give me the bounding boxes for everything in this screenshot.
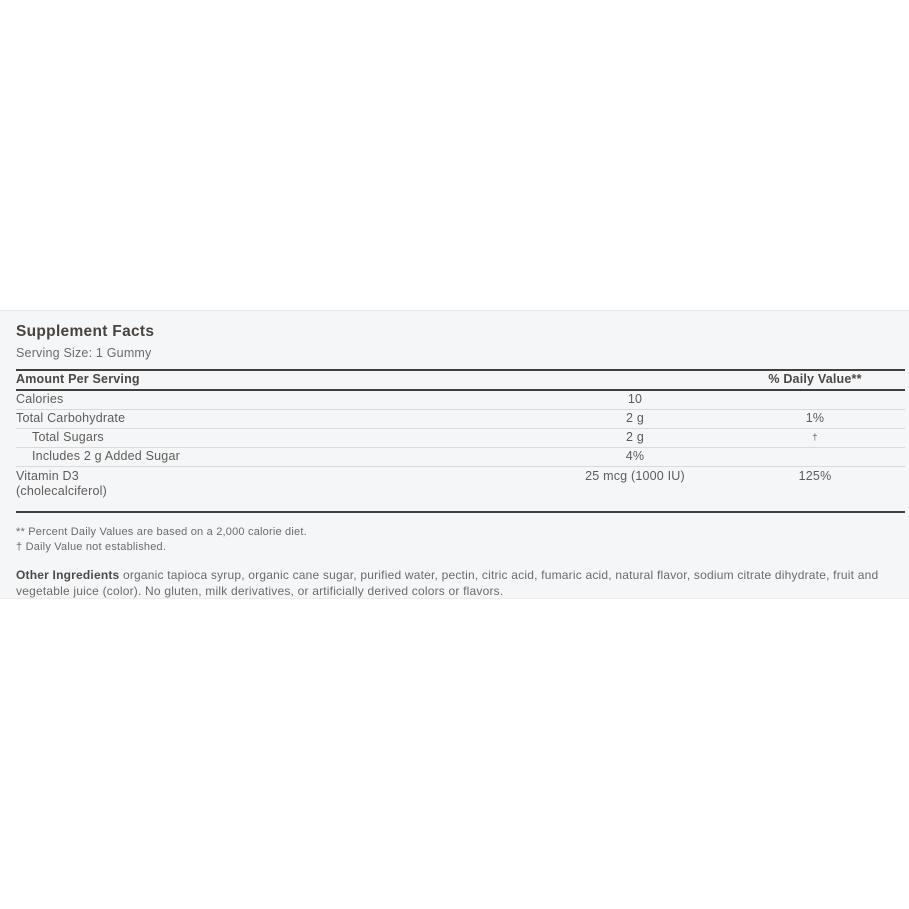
table-bottom-rule: [16, 511, 905, 513]
table-row-added-sugar: [16, 448, 905, 467]
row-amount: 10: [627, 392, 643, 406]
other-ingredients-paragraph: [16, 568, 893, 599]
row-label: Total Sugars: [32, 430, 104, 444]
row-label: [16, 469, 545, 499]
header-amount-per-serving: Amount Per Serving: [16, 372, 140, 386]
header-daily-value: % Daily Value**: [768, 372, 862, 386]
row-amount: 2 g: [626, 411, 644, 425]
other-ingredients-label: Other Ingredients: [16, 568, 120, 582]
row-label: Calories: [16, 392, 64, 406]
row-amount: 2 g: [626, 430, 644, 444]
footnotes: [16, 525, 893, 554]
supplement-facts-table: [16, 369, 905, 513]
supplement-facts-title: Supplement Facts: [16, 323, 155, 340]
table-header-row: [16, 369, 905, 391]
supplement-facts-panel: [0, 310, 909, 599]
row-label: Includes 2 g Added Sugar: [32, 449, 180, 463]
row-daily-value: 125%: [798, 469, 832, 483]
row-amount: 25 mcg (1000 IU): [585, 469, 685, 483]
table-row-calories: [16, 391, 905, 410]
footnote-dagger: † Daily Value not established.: [16, 540, 167, 553]
other-ingredients-text: organic tapioca syrup, organic cane sugar, purified water, pectin, citric acid, fumaric acid, natural flavor, sodium citrate dihydrate, fruit and vegetable juice (color). No gluten, milk derivatives, or artificially derived colors or flavors.: [16, 568, 879, 598]
row-amount: 4%: [625, 449, 645, 463]
vitamin-sublabel: (cholecalciferol): [16, 484, 107, 498]
row-daily-value: †: [812, 432, 818, 443]
vitamin-name: Vitamin D3: [16, 469, 79, 483]
table-row-vitamin-d3: [16, 467, 905, 511]
row-daily-value: 1%: [805, 411, 825, 425]
footnote-daily-values: ** Percent Daily Values are based on a 2,000 calorie diet.: [16, 526, 307, 538]
table-row-total-sugars: [16, 429, 905, 448]
table-row-total-carbohydrate: [16, 410, 905, 429]
serving-size-text: Serving Size: 1 Gummy: [16, 346, 152, 360]
row-label: Total Carbohydrate: [16, 411, 126, 425]
header-amount-spacer: [545, 373, 725, 386]
